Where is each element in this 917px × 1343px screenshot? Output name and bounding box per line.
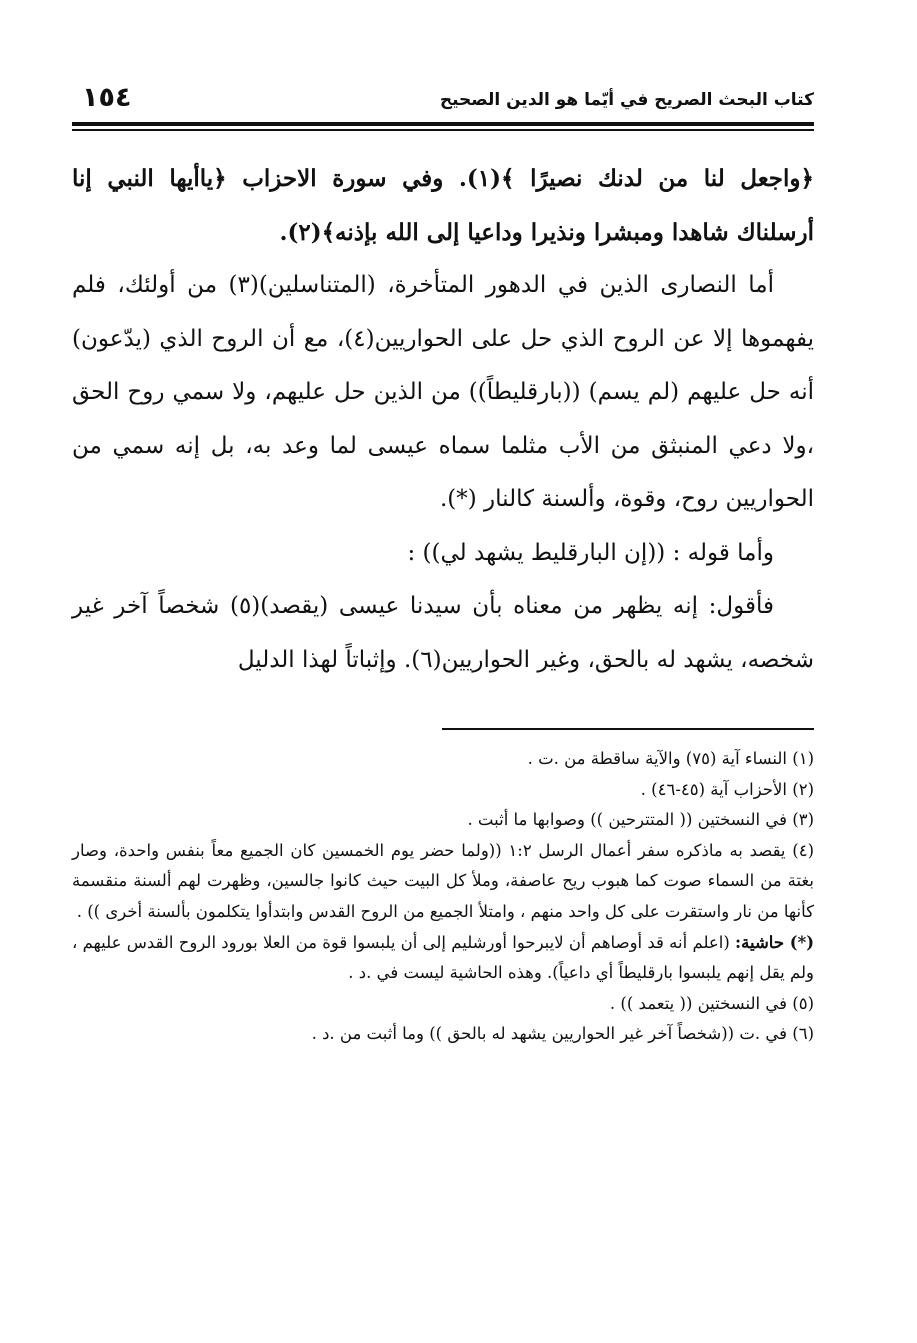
document-page: [72, 60, 814, 1300]
footnote-3: (٣) في النسختين (( المتترحين )) وصوابها ما أثبت .: [467, 810, 814, 830]
body-paragraph-paraclete-quote: وأما قوله : ((إن البارقليط يشهد لي)) :: [407, 539, 774, 566]
footnote-separator: [442, 728, 814, 730]
footnote-5: (٥) في النسختين (( يتعمد )) .: [609, 993, 814, 1013]
footnote-star-label: (*) حاشية:: [735, 932, 815, 952]
page-header: [72, 60, 814, 116]
main-text: [72, 152, 814, 687]
footnote-star-text: (اعلم أنه قد أوصاهم أن لايبرحوا أورشليم إلى أن يلبسوا قوة من العلا بورود الروح القدس عليهم ، ولم يقل إنهم يلبسوا بارقليطاً أي داعياً). وهذه الحاشية ليست في .د .: [72, 932, 814, 983]
body-paragraph-argument: فأقول: إنه يظهر من معناه بأن سيدنا عيسى (يقصد)(٥) شخصاً آخر غير شخصه، يشهد له بالحق، وغير الحواريين(٦). وإثباتاً لهذا الدليل: [72, 593, 814, 673]
footnote-6: (٦) في .ت ((شخصاً آخر غير الحواريين يشهد له بالحق )) وما أثبت من .د .: [311, 1024, 814, 1044]
footnote-1: (١) النساء آية (٧٥) والآية ساقطة من .ت .: [527, 749, 814, 768]
footnote-star: [72, 928, 814, 989]
body-paragraph-quran-quotes: ﴿واجعل لنا من لدنك نصيرًا ﴾(١). وفي سورة الاحزاب ﴿ياأيها النبي إنا أرسلناك شاهدا ومبشرا ونذيرا وداعيا إلى الله بإذنه﴾(٢).: [72, 165, 815, 246]
body-paragraph-christians: أما النصارى الذين في الدهور المتأخرة، (المتناسلين)(٣) من أولئك، فلم يفهموها إلا عن الروح الذي حل على الحواريين(٤)، مع أن الروح الذي (يدّعون) أنه حل عليهم (لم يسم) ((بارقليطاً)) من الذين حل عليهم، ولا سمي روح الحق ،ولا دعي المنبثق من الأب مثلما سماه عيسى لما وعد به، بل إنه سمي من الحواريين روح، وقوة، وألسنة كالنار (*).: [72, 272, 814, 512]
page-number: ١٥٤: [82, 82, 132, 113]
header-rule-thin: [72, 129, 814, 131]
footnote-4: (٤) يقصد به ماذكره سفر أعمال الرسل ١:٢ ((ولما حضر يوم الخمسين كان الجميع معاً بنفس واحدة، وصار بغتة من السماء صوت كما هبوب ريح عاصفة، وملأ كل البيت حيث كانوا جالسين، وظهرت لهم ألسنة منقسمة كأنها من نار واستقرت على كل واحد منهم ، وامتلأ الجميع من الروح القدس وابتدأوا يتكلمون بألسنة أخرى )) .: [72, 840, 814, 921]
footnote-2: (٢) الأحزاب آية (٤٥-٤٦) .: [640, 779, 814, 799]
header-rule-thick: [72, 122, 814, 126]
running-title: كتاب البحث الصريح في أيّما هو الدين الصحيح: [439, 90, 814, 110]
footnotes: [72, 744, 814, 1050]
